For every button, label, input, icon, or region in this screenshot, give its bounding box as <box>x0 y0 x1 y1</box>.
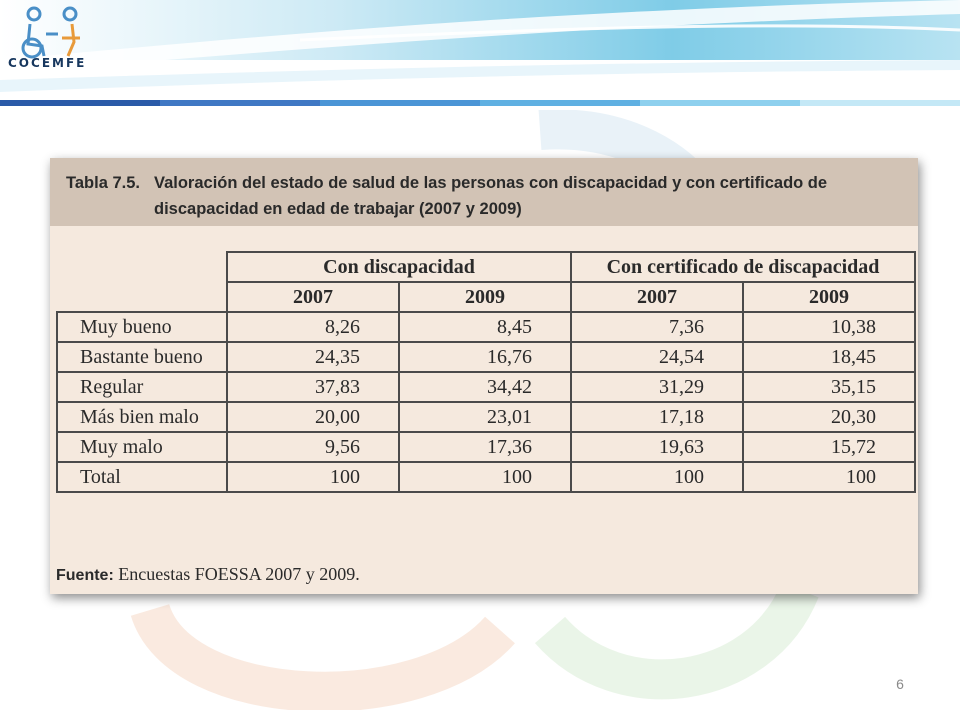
cell-value: 18,45 <box>743 342 915 372</box>
cell-value: 100 <box>399 462 571 492</box>
header-banner <box>0 0 960 110</box>
cell-value: 23,01 <box>399 402 571 432</box>
table-source <box>56 564 360 585</box>
group-header: Con discapacidad <box>227 252 571 282</box>
cell-value: 16,76 <box>399 342 571 372</box>
cell-value: 100 <box>571 462 743 492</box>
table-image <box>50 158 918 594</box>
table-row <box>57 432 915 462</box>
cell-value: 31,29 <box>571 372 743 402</box>
blank-corner-cell <box>57 252 227 312</box>
row-label: Regular <box>57 372 227 402</box>
cell-value: 8,26 <box>227 312 399 342</box>
cell-value: 9,56 <box>227 432 399 462</box>
source-label: Fuente: <box>56 567 114 584</box>
cell-value: 24,54 <box>571 342 743 372</box>
cell-value: 37,83 <box>227 372 399 402</box>
cell-value: 35,15 <box>743 372 915 402</box>
caption-line-1: Valoración del estado de salud de las personas con discapacidad y con certificado de <box>154 174 828 192</box>
row-label: Bastante bueno <box>57 342 227 372</box>
cell-value: 24,35 <box>227 342 399 372</box>
year-header: 2009 <box>399 282 571 312</box>
cell-value: 34,42 <box>399 372 571 402</box>
group-header: Con certificado de discapacidad <box>571 252 915 282</box>
table-row <box>57 372 915 402</box>
table-row <box>57 312 915 342</box>
year-header: 2007 <box>571 282 743 312</box>
cell-value: 15,72 <box>743 432 915 462</box>
page-number: 6 <box>896 676 904 692</box>
cell-value: 17,18 <box>571 402 743 432</box>
row-label: Más bien malo <box>57 402 227 432</box>
cell-value: 17,36 <box>399 432 571 462</box>
table-row <box>57 342 915 372</box>
year-header: 2009 <box>743 282 915 312</box>
cell-value: 7,36 <box>571 312 743 342</box>
cell-value: 10,38 <box>743 312 915 342</box>
row-label: Total <box>57 462 227 492</box>
group-header-row <box>57 252 915 282</box>
row-label: Muy bueno <box>57 312 227 342</box>
table-caption <box>66 170 866 222</box>
logo-text: COCEMFE <box>8 56 87 70</box>
cell-value: 20,30 <box>743 402 915 432</box>
source-text: Encuestas FOESSA 2007 y 2009. <box>113 564 360 584</box>
year-header: 2007 <box>227 282 399 312</box>
caption-line-2: discapacidad en edad de trabajar (2007 y 2009) <box>154 200 522 218</box>
cell-value: 20,00 <box>227 402 399 432</box>
cell-value: 100 <box>227 462 399 492</box>
table-row <box>57 462 915 492</box>
row-label: Muy malo <box>57 432 227 462</box>
cell-value: 100 <box>743 462 915 492</box>
health-table <box>56 251 916 493</box>
table-row <box>57 402 915 432</box>
cell-value: 8,45 <box>399 312 571 342</box>
table-number: Tabla 7.5. <box>66 174 140 192</box>
cell-value: 19,63 <box>571 432 743 462</box>
